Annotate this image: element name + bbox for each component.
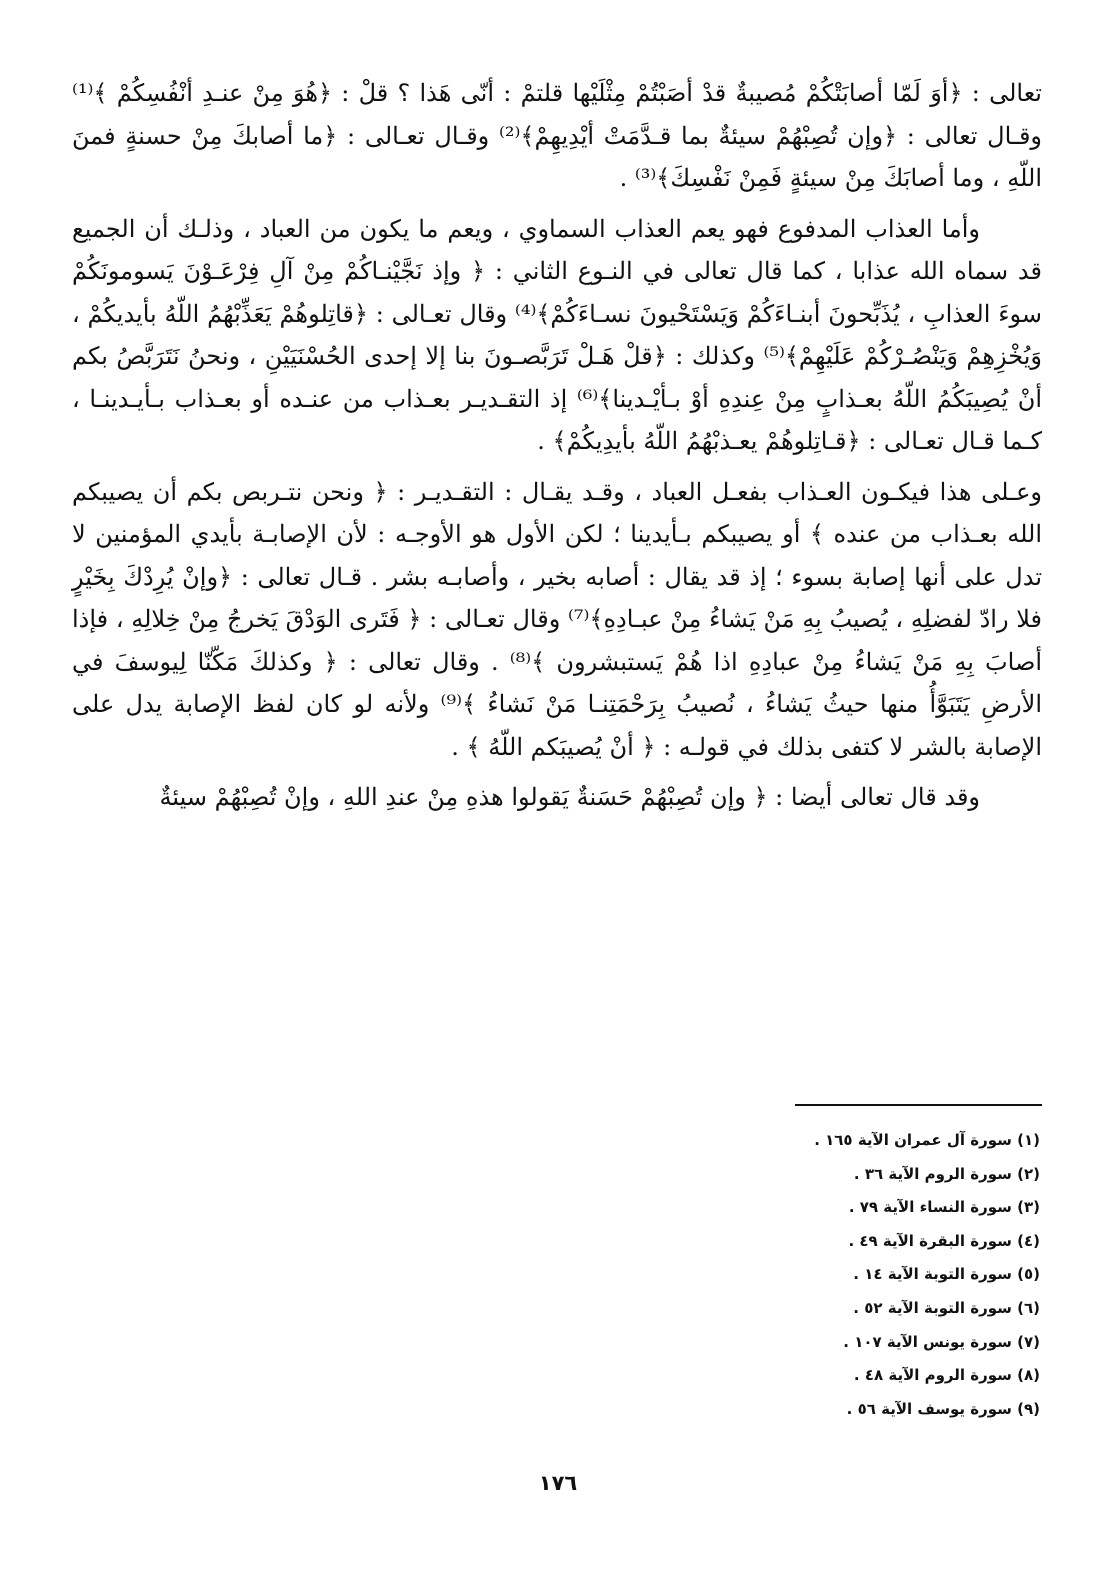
footnote-divider — [795, 1104, 1042, 1106]
footnote-item: (٥) سورة التوبة الآية ١٤ . — [853, 1265, 1040, 1284]
paragraph-1: تعالى : ﴿أوَ لَمّا أصابَتْكُمْ مُصيبةٌ قدْ أصَبْتُمْ مِثْلَيْها قلتمْ : أنّى هَذا ؟ قلْ : ﴿هُوَ مِنْ عنـدِ أنْفُسِكُمْ ﴾⁽¹⁾ وقـال تعالى : ﴿وإن تُصِبْهُمْ سيئةٌ بما قـدَّمَتْ أيْدِيهِمْ﴾⁽²⁾ وقـال تعـالى : ﴿ما أصابكَ مِنْ حسنةٍ فمنَ اللّهِ ، وما أصابَكَ مِنْ سيئةٍ فَمِنْ نَفْسِكَ﴾⁽³⁾ . — [72, 79, 1042, 192]
paragraph-3: وعـلى هذا فيكـون العـذاب بفعـل العباد ، وقـد يقـال : التقـديـر : ﴿ ونحن نتـربص بكم أن يصيبكم الله بعـذاب من عنده ﴾ أو يصيبكم بـأيدينا ؛ لكن الأول هو الأوجـه : لأن الإصابـة بأيدي المؤمنين لا تدل على أنها إصابة بسوء ؛ إذ قد يقال : أصابه بخير ، وأصابـه بشر . قـال تعالى : ﴿وإنْ يُرِدْكَ بِخَيْرٍ فلا رادّ لفضلِهِ ، يُصيبُ بِهِ مَنْ يَشاءُ مِنْ عبـادِهِ﴾⁽⁷⁾ وقال تعـالى : ﴿ فَتَرى الوَدْقَ يَخرجُ مِنْ خِلالِهِ ، فإذا أصابَ بِهِ مَنْ يَشاءُ مِنْ عبادِهِ اذا هُمْ يَستبشرون ﴾⁽⁸⁾ . وقال تعالى : ﴿ وكذلكَ مَكّنّا لِيوسفَ في الأرضِ يَتَبَوَّأُ منها حيثُ يَشاءُ ، نُصيبُ بِرَحْمَتِنـا مَنْ نَشاءُ ﴾⁽⁹⁾ ولأنه لو كان لفظ الإصابة يدل على الإصابة بالشر لا كتفى بذلك في قولـه : ﴿ أنْ يُصيبَكم اللّهُ ﴾ . — [72, 477, 1043, 761]
paragraph-2: وأما العذاب المدفوع فهو يعم العذاب السماوي ، ويعم ما يكون من العباد ، وذلـك أن الجميع قد سماه الله عذابا ، كما قال تعالى في النـوع الثاني : ﴿ وإذ نَجَّيْنـاكُمْ مِنْ آلِ فِرْعَـوْنَ يَسومونَكُمْ سوءَ العذابِ ، يُذَبِّحونَ أبنـاءَكُمْ وَيَسْتَحْيونَ نسـاءَكُمْ﴾⁽⁴⁾ وقال تعـالى : ﴿قاتِلوهُمْ يَعَذِّبْهُمُ اللّهُ بأيديكُمْ ، وَيُخْزِهِمْ وَيَنْصُـرْكُمْ عَلَيْهِمْ﴾⁽⁵⁾ وكذلك : ﴿قلْ هَـلْ تَرَبَّصـونَ بنا إلا إحدى الحُسْنَيَيْنِ ، ونحنُ نَتَرَبَّصُ بكم أنْ يُصِيبَكُمُ اللّهُ بعـذابٍ مِنْ عِندِهِ أوْ بـأيْـدينا﴾⁽⁶⁾ إذ التقـديـر بعـذاب من عنـده أو بعـذاب بـأيـدينـا ، كـما قـال تعـالى : ﴿قـاتِلوهُمْ يعـذبْهُمُ اللّهُ بأيدِيكُمْ﴾ . — [72, 214, 1043, 455]
footnote-item: (٣) سورة النساء الآية ٧٩ . — [848, 1198, 1040, 1217]
footnote-item: (٢) سورة الروم الآية ٣٦ . — [853, 1164, 1040, 1183]
footnote-item: (٨) سورة الروم الآية ٤٨ . — [853, 1366, 1040, 1385]
footnotes-list — [620, 1124, 1040, 1426]
main-text — [72, 72, 1042, 827]
paragraph-4: وقد قال تعالى أيضا : ﴿ وإن تُصِبْهُمْ حَسَنةٌ يَقولوا هذهِ مِنْ عندِ اللهِ ، وإنْ تُصِبْهُمْ سيئةٌ — [159, 783, 980, 811]
footnote-item: (١) سورة آل عمران الآية ١٦٥ . — [814, 1131, 1040, 1149]
page-number: ١٧٦ — [538, 1471, 578, 1495]
footnote-item: (٤) سورة البقرة الآية ٤٩ . — [848, 1231, 1040, 1250]
footnote-item: (٩) سورة يوسف الآية ٥٦ . — [846, 1399, 1040, 1418]
footnote-item: (٦) سورة التوبة الآية ٥٢ . — [853, 1298, 1040, 1317]
footnote-item: (٧) سورة يونس الآية ١٠٧ . — [843, 1332, 1040, 1351]
